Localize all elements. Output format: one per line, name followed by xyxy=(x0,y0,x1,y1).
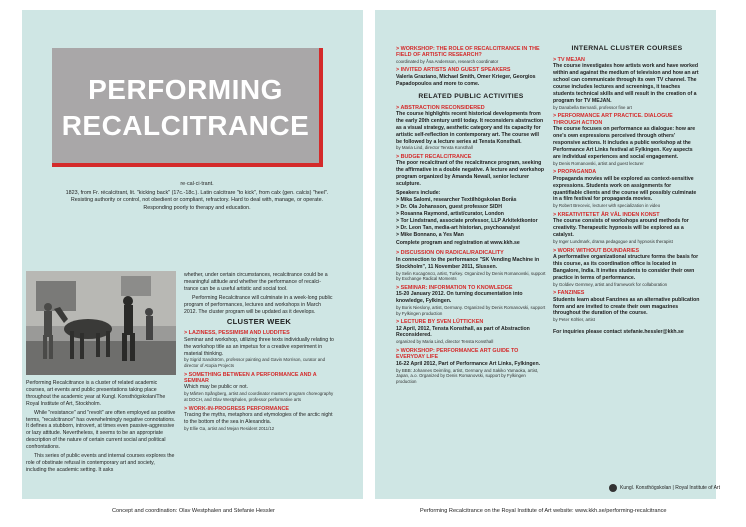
item-credit: by Danabella Bernardi, professor fine art xyxy=(553,104,632,110)
cluster-item xyxy=(184,406,334,432)
cluster-item xyxy=(396,46,546,64)
item-body: The course focuses on performance as dialogue: how are one's own expressions perceived through others' responsive actions. It includes a public workshop at the Performance Art Links festival at Fylkingen. Key aspects are individual experiences and social engagement. xyxy=(553,126,696,160)
item-title: > FANZINES xyxy=(553,290,585,297)
item-body: In connection to the performance "SK Vending Machine in Stockholm", 11 November 2011, Slussen. xyxy=(396,256,540,270)
item-credit: by Sigrid Sandström, professor painting and Gavin Morrison, curator and director of Atopia Projects xyxy=(184,357,326,369)
internal-item xyxy=(553,290,701,323)
item-credit: by Robert Brecevic, lecturer with specialization in video xyxy=(553,203,661,209)
item-title: > ABSTRACTION RECONSIDERED xyxy=(396,104,485,111)
item-credit: by Maria Lind, director Tensta Konsthall xyxy=(396,145,473,151)
item-title: > BUDGET RECALCITRANCE xyxy=(396,154,472,161)
item-body: Valeria Graziano, Michael Smith, Omer Krieger, Georgios Papadopoulos and more to come. xyxy=(396,73,536,87)
item-body: The course highlights recent historical developments from the early 20th century until today. It reconsiders abstraction as a visual strategy, aesthetic category and its capacity for artistic self-reflection in contemporary art. The course will be followed by a lecture series at Tensta Konsthall. xyxy=(396,110,544,145)
right-column-1 xyxy=(396,46,546,384)
item-credit: by Ellie Ga, artist and Mejan Resident 2011/12 xyxy=(184,425,275,431)
right-column-2 xyxy=(553,46,701,336)
item-credit: coordinated by Åsa Andersson, research coordinator xyxy=(396,58,499,64)
intro-paragraph: While "resistance" and "revolt" are often employed as positive terms, "recalcitrance" has overwhelmingly negative connotations. It defines a stubborn, introvert, at times even passive-aggressive or lazy attitude. Nevertheless, it seems to be an appropriate description of the nature of certain current social and political confrontations. xyxy=(26,409,176,451)
related-item xyxy=(396,105,546,152)
item-title: > DISCUSSION ON RADICAL/RADICALITY xyxy=(396,250,504,257)
registration-link[interactable]: Complete program and registration at www.kkh.se xyxy=(396,240,520,247)
cluster-item xyxy=(184,330,334,368)
logo-icon xyxy=(609,484,617,492)
internal-item xyxy=(553,57,701,110)
related-item xyxy=(396,348,546,385)
left-footer: Concept and coordination: Olav Westphalen and Stefanie Hessler xyxy=(112,508,275,514)
definition: 1823, from Fr. récalcitrant, lit. "kicking back" (17c.-18c.). Latin calcitrare "to kick", from calx (gen. calcis) "heel". Resisting authority or control, not obedient or compliant, refractory. Hard to deal with, manage, or operate. Responding poorly to therapy and education. xyxy=(65,190,329,211)
related-item xyxy=(396,250,546,281)
cluster-week-heading: CLUSTER WEEK xyxy=(226,317,292,327)
etymology xyxy=(56,181,338,212)
internal-item xyxy=(553,113,701,166)
intro-column xyxy=(26,380,176,476)
item-body: Seminar and workshop, utilizing three texts individually relating to the workshop title as an impetus for a creative experiment in material thinking. xyxy=(184,336,334,357)
inquiry-contact: For inquiries please contact stefanie.hessler@kkh.se xyxy=(553,328,684,335)
related-item xyxy=(396,319,546,345)
internal-item xyxy=(553,169,701,209)
item-title: > WORKSHOP: PERFORMANCE ART GUIDE TO EVERYDAY LIFE xyxy=(396,347,519,361)
institute-logo xyxy=(609,484,720,492)
title-line-1: PERFORMING xyxy=(88,74,283,105)
item-body: A performative organizational structure forms the basis for this course, as its coordination office is located in Bangalore, India. It invites students to consider their own practice in terms of performance. xyxy=(553,254,699,281)
item-body: Tracing the myths, metaphors and etymologies of the arctic night to the bottom of the sea in Alexandria. xyxy=(184,411,333,425)
item-title: > INVITED ARTISTS AND GUEST SPEAKERS xyxy=(396,67,511,74)
item-title: > WORKSHOP: THE ROLE OF RECALCITRANCE IN THE FIELD OF ARTISTIC RESEARCH? xyxy=(396,46,540,59)
cluster-item xyxy=(396,67,546,87)
intro-paragraph: Performing Recalcitrance will culminate in a week-long public program of performances, lectures and workshops in March 2012. The cluster program will be updated as it develops. xyxy=(184,294,333,315)
item-body: The course consists of workshops around methods for creativity. Therapeutic hypnosis will be explored as a catalyst. xyxy=(553,218,689,239)
item-title: > PROPAGANDA xyxy=(553,169,597,176)
item-credit: by Mårten Spångberg, artist and coordinator master's program choreography at DOCH, and Olav Westphalen, professor performative arts xyxy=(184,391,334,402)
title-line-2: RECALCITRANCE xyxy=(61,110,310,141)
item-body: 16-22 April 2012, Part of Performance Art Links, Fylkingen. xyxy=(396,360,541,367)
left-page xyxy=(22,10,363,499)
item-title: > WORK-IN-PROGRESS PERFORMANCE xyxy=(184,405,289,412)
item-body: Students learn about Fanzines as an alternative publication form and are invited to create their own magazines throughout the duration of the course. xyxy=(553,296,700,317)
cluster-column xyxy=(184,272,334,431)
item-title: > TV MEJAN xyxy=(553,56,585,63)
item-title: > LECTURE BY SVEN LÜTTICKEN xyxy=(396,319,484,326)
item-title: > KREATIVITETET ÄR VÅL INDEN KONST xyxy=(553,211,660,218)
intro-paragraph: Performing Recalcitrance is a cluster of related academic courses, art events and public presentations taking place throughout the academic year at Kungl. Konsthögskolan/The Royal Institute of Art, Stockholm. xyxy=(26,380,166,407)
pronunciation: re·cal·ci·trant. xyxy=(180,181,214,187)
item-title: > WORK WITHOUT BOUNDARIES xyxy=(553,247,640,254)
related-heading: RELATED PUBLIC ACTIVITIES xyxy=(418,92,524,100)
cluster-item xyxy=(184,372,334,403)
item-title: > SEMINAR: INFORMATION TO KNOWLEDGE xyxy=(396,284,513,291)
item-credit: by Peter Köhler, artist xyxy=(553,317,595,323)
item-body: 15-20 January 2012. On turning documentation into knowledge, Fylkingen. xyxy=(396,291,523,305)
related-item xyxy=(396,154,546,188)
item-credit: organized by Maria Lind, director Tensta Konsthall xyxy=(396,339,494,345)
photo-people-with-donkey xyxy=(26,271,176,375)
logo-text: Kungl. Konsthögskolan | Royal Institute of Art xyxy=(620,485,720,491)
internal-item xyxy=(553,212,701,245)
right-footer: Performing Recalcitrance on the Royal Institute of Art website: www.kkh.se/performing-recalcitrance xyxy=(420,508,667,514)
item-body: Propaganda movies will be explored as context-sensitive expressions. Students work on assignments for quantifiable clients and the course will possibly culminate in a film festival for propaganda movies. xyxy=(553,175,697,203)
item-credit: by Denis Romanovski, artist and guest lecturer xyxy=(553,160,644,166)
item-credit: by Selin Kocagöncü, artist, Turkey. Organized by Denis Romanovski, support by Exchange Radical Moments xyxy=(396,270,546,282)
internal-item xyxy=(553,248,701,288)
item-credit: by Inger Lundmark, drama pedagogue and hypnosis therapist xyxy=(553,239,673,245)
intro-paragraph: This series of public events and internal courses explores the role of obstinate refusal in contemporary art and society, including the academic setting. It asks xyxy=(26,453,175,473)
item-body: The course investigates how artists work and have worked within and against the medium of television and how an art school can communicate through its own TV channel. The course includes lectures and screenings, it teaches students technical skills and will result in the creation of a program for TV MEJAN. xyxy=(553,63,699,104)
title-block xyxy=(52,48,323,167)
item-body: Which may be public or not. xyxy=(184,384,249,391)
item-credit: by Goldiev Gemmey, artist and framework for collaboration xyxy=(553,281,668,287)
item-title: > LAZINESS, PESSIMISM AND LUDDITES xyxy=(184,330,290,337)
item-body: 12 April, 2012, Tensta Konsthall, as part of Abstraction Reconsidered. xyxy=(396,325,530,339)
item-credit: by BBB: Johannes Deimling, artist, Germany and Sakiko Yamaoka, artist, Japan, a.o. Organized by Denis Romanovski, support by Fylkingen production xyxy=(396,367,539,384)
speakers-list: Speakers include: > Mika Salomi, researcher Textilhögskolan Borås > Dr. Ola Johansson, guest professor SIDH > Rosanna Raymond, artist/curator, London > Tor Lindstrand, associate professor, LLP Arkitektkontor > Dr. Leon Tan, media-art historian, psychoanalyst > Mike Bonnano, a Yes Man xyxy=(396,190,538,238)
item-title: > SOMETHING BETWEEN A PERFORMANCE AND A SEMINAR xyxy=(184,371,317,385)
item-title: > PERFORMANCE ART PRACTICE. DIALOGUE THROUGH ACTION xyxy=(553,113,673,126)
item-credit: by Boris Nieslony, artist, Germany. Organized by Denis Romanovski, support by Fylkingen production xyxy=(396,304,546,316)
internal-heading: INTERNAL CLUSTER COURSES xyxy=(571,45,683,52)
related-item xyxy=(396,285,546,316)
item-body: The poor recalcitrant of the recalcitrance program, seeking the affirmative in a double negative. A lecture and workshop program organized by Amanda Newall, senior lecturer sculpture. xyxy=(396,160,545,188)
right-page xyxy=(375,10,720,499)
intro-paragraph: whether, under certain circumstances, recalcitrance could be a meaningful attitude and whether the performance of recalci-trance can be a useful artistic and social tool. xyxy=(184,272,328,292)
